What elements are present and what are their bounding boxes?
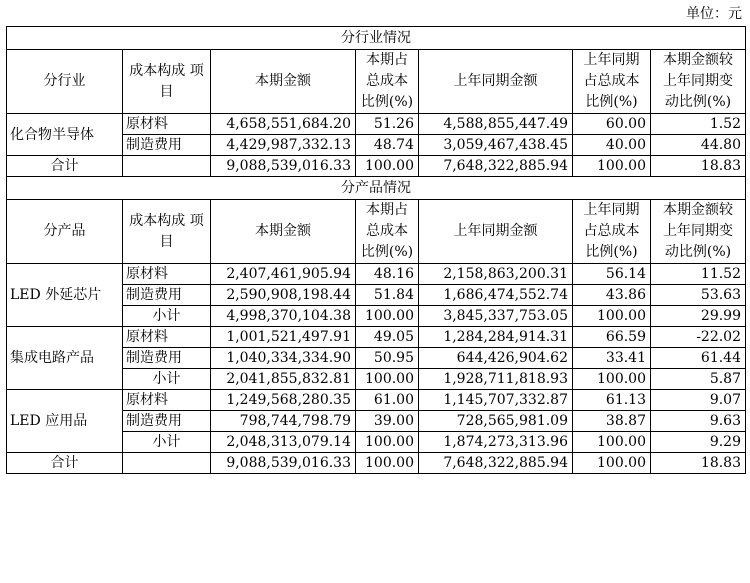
prior-pct: 43.86	[573, 285, 651, 306]
cost-item: 原材料	[123, 390, 211, 411]
current-pct: 39.00	[356, 411, 419, 432]
current-amount: 2,041,855,832.81	[211, 369, 356, 390]
total-change-pct: 18.83	[651, 156, 746, 177]
change-pct: 5.87	[651, 369, 746, 390]
prior-pct: 66.59	[573, 327, 651, 348]
prior-amount: 1,686,474,552.74	[419, 285, 573, 306]
change-pct: 53.63	[651, 285, 746, 306]
change-pct: 1.52	[651, 114, 746, 135]
current-pct: 100.00	[356, 432, 419, 453]
prior-pct: 56.14	[573, 264, 651, 285]
current-pct: 100.00	[356, 306, 419, 327]
current-amount: 2,590,908,198.44	[211, 285, 356, 306]
header-change-pct: 本期金额较 上年同期变 动比例(%)	[651, 50, 746, 114]
cost-item: 小计	[123, 306, 211, 327]
table-row	[7, 114, 746, 135]
prior-pct: 100.00	[573, 306, 651, 327]
header-row	[7, 50, 746, 114]
header-current-pct: 本期占 总成本 比例(%)	[356, 200, 419, 264]
current-pct: 61.00	[356, 390, 419, 411]
group-name: LED 应用品	[7, 390, 123, 453]
change-pct: 11.52	[651, 264, 746, 285]
total-current-amount: 9,088,539,016.33	[211, 453, 356, 474]
prior-pct: 100.00	[573, 369, 651, 390]
change-pct: 61.44	[651, 348, 746, 369]
cost-item: 小计	[123, 369, 211, 390]
section-title: 分产品情况	[7, 177, 746, 200]
current-pct: 48.16	[356, 264, 419, 285]
header-current-amount: 本期金额	[211, 50, 356, 114]
group-name: LED 外延芯片	[7, 264, 123, 327]
header-cost-item: 成本构成 项目	[123, 50, 211, 114]
total-prior-amount: 7,648,322,885.94	[419, 453, 573, 474]
group-name: 集成电路产品	[7, 327, 123, 390]
total-prior-amount: 7,648,322,885.94	[419, 156, 573, 177]
header-prior-amount: 上年同期金额	[419, 200, 573, 264]
cost-item: 制造费用	[123, 135, 211, 156]
section-title: 分行业情况	[7, 27, 746, 50]
header-category: 分行业	[7, 50, 123, 114]
section-title-row	[7, 27, 746, 50]
cost-item: 原材料	[123, 264, 211, 285]
total-current-pct: 100.00	[356, 156, 419, 177]
header-prior-amount: 上年同期金额	[419, 50, 573, 114]
current-amount: 4,998,370,104.38	[211, 306, 356, 327]
change-pct: 9.07	[651, 390, 746, 411]
header-row	[7, 200, 746, 264]
prior-amount: 644,426,904.62	[419, 348, 573, 369]
prior-amount: 728,565,981.09	[419, 411, 573, 432]
total-label: 合计	[7, 453, 123, 474]
table-body	[7, 27, 746, 474]
change-pct: -22.02	[651, 327, 746, 348]
prior-pct: 40.00	[573, 135, 651, 156]
cost-item: 原材料	[123, 327, 211, 348]
total-current-pct: 100.00	[356, 453, 419, 474]
prior-amount: 3,845,337,753.05	[419, 306, 573, 327]
change-pct: 29.99	[651, 306, 746, 327]
header-current-amount: 本期金额	[211, 200, 356, 264]
total-change-pct: 18.83	[651, 453, 746, 474]
total-label: 合计	[7, 156, 123, 177]
change-pct: 44.80	[651, 135, 746, 156]
prior-amount: 3,059,467,438.45	[419, 135, 573, 156]
current-amount: 4,429,987,332.13	[211, 135, 356, 156]
header-prior-pct: 上年同期 占总成本 比例(%)	[573, 50, 651, 114]
header-category: 分产品	[7, 200, 123, 264]
header-prior-pct: 上年同期 占总成本 比例(%)	[573, 200, 651, 264]
cost-item: 小计	[123, 432, 211, 453]
header-current-pct: 本期占 总成本 比例(%)	[356, 50, 419, 114]
change-pct: 9.29	[651, 432, 746, 453]
cost-item: 原材料	[123, 114, 211, 135]
change-pct: 9.63	[651, 411, 746, 432]
prior-pct: 61.13	[573, 390, 651, 411]
prior-amount: 2,158,863,200.31	[419, 264, 573, 285]
prior-pct: 100.00	[573, 432, 651, 453]
prior-pct: 33.41	[573, 348, 651, 369]
header-cost-item: 成本构成 项目	[123, 200, 211, 264]
total-row	[7, 156, 746, 177]
current-pct: 50.95	[356, 348, 419, 369]
total-item-empty	[123, 453, 211, 474]
total-item-empty	[123, 156, 211, 177]
table-row	[7, 327, 746, 348]
current-pct: 100.00	[356, 369, 419, 390]
unit-label: 单位：元	[686, 6, 742, 22]
current-amount: 2,407,461,905.94	[211, 264, 356, 285]
cost-item: 制造费用	[123, 285, 211, 306]
total-prior-pct: 100.00	[573, 156, 651, 177]
current-amount: 1,249,568,280.35	[211, 390, 356, 411]
prior-amount: 1,284,284,914.31	[419, 327, 573, 348]
section-title-row	[7, 177, 746, 200]
prior-pct: 38.87	[573, 411, 651, 432]
prior-amount: 1,928,711,818.93	[419, 369, 573, 390]
total-prior-pct: 100.00	[573, 453, 651, 474]
current-pct: 51.84	[356, 285, 419, 306]
table-row	[7, 264, 746, 285]
cost-composition-table	[6, 26, 746, 474]
prior-amount: 4,588,855,447.49	[419, 114, 573, 135]
cost-item: 制造费用	[123, 348, 211, 369]
current-amount: 798,744,798.79	[211, 411, 356, 432]
cost-item: 制造费用	[123, 411, 211, 432]
current-amount: 2,048,313,079.14	[211, 432, 356, 453]
current-amount: 4,658,551,684.20	[211, 114, 356, 135]
current-pct: 49.05	[356, 327, 419, 348]
table-row	[7, 390, 746, 411]
total-row	[7, 453, 746, 474]
prior-amount: 1,145,707,332.87	[419, 390, 573, 411]
total-current-amount: 9,088,539,016.33	[211, 156, 356, 177]
current-pct: 48.74	[356, 135, 419, 156]
group-name: 化合物半导体	[7, 114, 123, 156]
prior-pct: 60.00	[573, 114, 651, 135]
current-amount: 1,040,334,334.90	[211, 348, 356, 369]
header-change-pct: 本期金额较 上年同期变 动比例(%)	[651, 200, 746, 264]
current-pct: 51.26	[356, 114, 419, 135]
prior-amount: 1,874,273,313.96	[419, 432, 573, 453]
current-amount: 1,001,521,497.91	[211, 327, 356, 348]
